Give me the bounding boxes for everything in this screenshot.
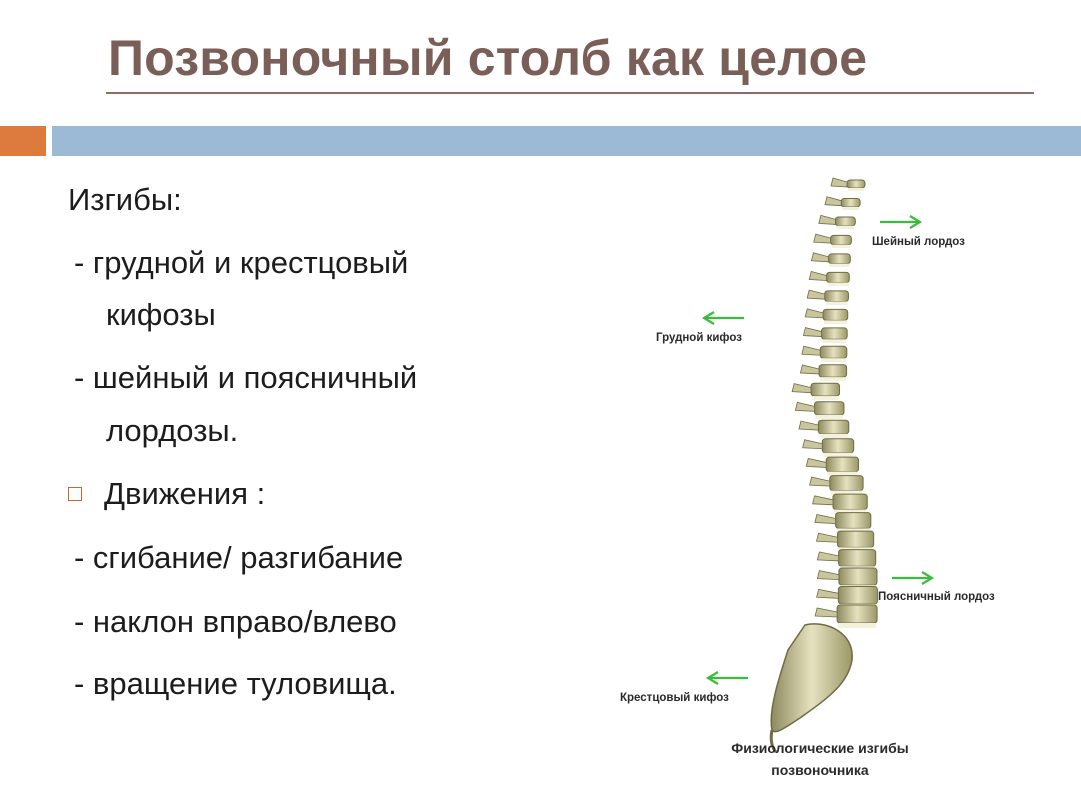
vertebra-body [841, 198, 860, 206]
header-band [52, 126, 1081, 156]
figure-caption-line2: позвоночника [771, 762, 869, 778]
vertebra-process [811, 253, 828, 262]
intervertebral-disc [823, 453, 852, 457]
intervertebral-disc [821, 358, 846, 362]
movement-heading: Движения : [104, 476, 266, 511]
vertebra-body [823, 309, 848, 320]
vertebra-body [839, 568, 877, 585]
intervertebral-disc [838, 623, 876, 628]
slide-title: Позвоночный столб как целое [108, 30, 868, 86]
intervertebral-disc [826, 301, 848, 305]
vertebra-process [815, 608, 837, 617]
vertebra-body [835, 217, 855, 226]
vertebra-body [825, 291, 849, 302]
vertebra-process [807, 290, 825, 299]
vertebra-process [795, 402, 814, 411]
accent-bar [0, 126, 46, 156]
curves-item-kyphosis-cont: кифозы [106, 297, 216, 332]
vertebra-body [826, 457, 858, 472]
vertebra-process [814, 234, 831, 243]
intervertebral-disc [819, 434, 847, 438]
intervertebral-disc [812, 396, 839, 400]
intervertebral-disc [842, 207, 859, 210]
arrow-right-icon [890, 570, 940, 586]
vertebra-process [817, 552, 838, 561]
label-cervical-lordosis: Шейный лордоз [872, 236, 965, 248]
vertebra-process [806, 458, 826, 467]
intervertebral-disc [823, 339, 847, 343]
vertebra-body [822, 439, 853, 453]
vertebra-process [817, 533, 838, 542]
intervertebral-disc [832, 245, 851, 248]
movement-item-rotation: - вращение туловища. [74, 666, 397, 701]
curves-heading: Изгибы: [68, 182, 182, 217]
vertebra-process [817, 589, 839, 598]
vertebra-process [831, 178, 847, 187]
vertebra-body [811, 383, 840, 396]
title-underline [106, 92, 1034, 94]
arrow-left-icon [700, 670, 750, 686]
intervertebral-disc [815, 415, 842, 419]
curves-item-kyphosis: - грудной и крестцовый [74, 245, 409, 280]
vertebra-body [837, 531, 873, 547]
movement-item-flexion: - сгибание/ разгибание [74, 540, 404, 575]
vertebra-body [827, 272, 850, 282]
intervertebral-disc [848, 188, 864, 191]
vertebra-body [836, 513, 871, 529]
vertebra-body [822, 328, 848, 339]
vertebra-process [802, 346, 820, 355]
vertebra-body [820, 346, 847, 358]
vertebra-process [810, 477, 830, 486]
vertebra-body [830, 476, 863, 491]
label-sacral-kyphosis: Крестцовый кифоз [620, 692, 729, 704]
square-bullet-icon [68, 487, 82, 501]
vertebra-body [818, 420, 848, 434]
vertebra-body [837, 605, 877, 623]
vertebra-body [819, 365, 847, 377]
vertebra-process [800, 365, 819, 374]
vertebra-process [792, 384, 811, 393]
vertebra-process [799, 421, 818, 430]
vertebra-process [825, 197, 841, 206]
vertebra-process [803, 440, 823, 449]
vertebra-body [828, 254, 850, 264]
intervertebral-disc [829, 264, 849, 267]
intervertebral-disc [828, 283, 849, 286]
vertebra-body [839, 550, 876, 567]
vertebra-body [847, 180, 865, 188]
intervertebral-disc [824, 320, 847, 324]
arrow-left-icon [696, 310, 746, 326]
vertebra-body [838, 587, 877, 605]
curves-item-lordosis-cont: лордозы. [106, 413, 239, 448]
vertebra-process [803, 328, 821, 337]
label-thoracic-kyphosis: Грудной кифоз [656, 332, 742, 344]
intervertebral-disc [820, 377, 846, 381]
label-lumbar-lordosis: Поясничный лордоз [878, 591, 995, 603]
movement-item-lateral: - наклон вправо/влево [74, 604, 397, 639]
vertebra-process [805, 309, 823, 318]
spine-figure [600, 170, 1070, 790]
vertebra-process [809, 271, 826, 280]
curves-item-lordosis: - шейный и поясничный [74, 360, 418, 395]
vertebra-body [831, 235, 852, 244]
vertebra-process [813, 496, 833, 505]
vertebra-process [817, 571, 838, 580]
vertebra-process [819, 215, 836, 224]
intervertebral-disc [836, 226, 854, 229]
arrow-right-icon [878, 214, 928, 230]
vertebra-body [814, 402, 843, 415]
vertebra-body [833, 494, 867, 509]
figure-caption-line1: Физиологические изгибы [731, 740, 909, 756]
vertebra-process [815, 515, 836, 524]
